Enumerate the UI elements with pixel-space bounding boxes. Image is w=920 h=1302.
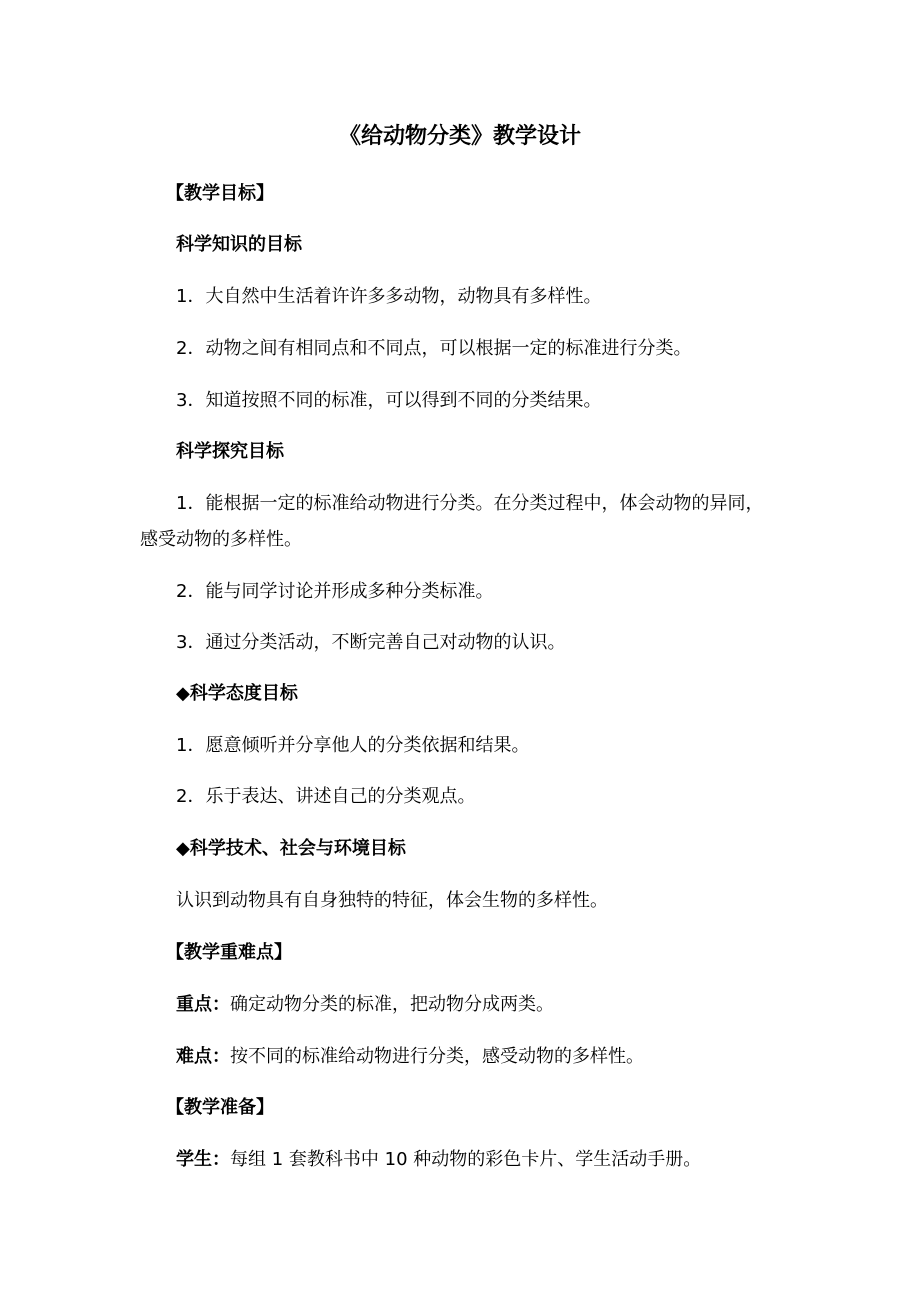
key-label: 重点： bbox=[176, 994, 230, 1015]
document-title: 《给动物分类》教学设计 bbox=[338, 124, 581, 149]
key-heading: 【教学重难点】 bbox=[166, 942, 292, 963]
student-text: 每组 1 套教科书中 10 种动物的彩色卡片、学生活动手册。 bbox=[230, 1149, 702, 1170]
key-point bbox=[140, 987, 780, 1023]
difficult-text: 按不同的标准给动物进行分类，感受动物的多样性。 bbox=[230, 1046, 644, 1067]
list-item: 3．通过分类活动，不断完善自己对动物的认识。 bbox=[176, 632, 566, 653]
list-item: 2．乐于表达、讲述自己的分类观点。 bbox=[176, 786, 476, 807]
stse-heading: ◆科学技术、社会与环境目标 bbox=[176, 838, 406, 859]
student-label: 学生： bbox=[176, 1149, 230, 1170]
list-item: 1．大自然中生活着许许多多动物，动物具有多样性。 bbox=[176, 286, 602, 307]
list-item: 2．能与同学讨论并形成多种分类标准。 bbox=[176, 581, 494, 602]
list-item: 3．知道按照不同的标准，可以得到不同的分类结果。 bbox=[176, 390, 602, 411]
difficult-label: 难点： bbox=[176, 1046, 230, 1067]
stse-text: 认识到动物具有自身独特的特征，体会生物的多样性。 bbox=[176, 890, 608, 911]
key-text: 确定动物分类的标准，把动物分成两类。 bbox=[230, 994, 554, 1015]
list-item: 1．能根据一定的标准给动物进行分类。在分类过程中，体会动物的异同，感受动物的多样性。 bbox=[140, 493, 764, 550]
prep-heading: 【教学准备】 bbox=[166, 1097, 274, 1118]
student-prep bbox=[140, 1142, 780, 1178]
list-item: 1．愿意倾听并分享他人的分类依据和结果。 bbox=[176, 735, 530, 756]
knowledge-heading: 科学知识的目标 bbox=[176, 234, 302, 255]
inquiry-heading: 科学探究目标 bbox=[176, 441, 284, 462]
list-item: 2．动物之间有相同点和不同点，可以根据一定的标准进行分类。 bbox=[176, 338, 692, 359]
goals-heading: 【教学目标】 bbox=[166, 183, 274, 204]
attitude-heading: ◆科学态度目标 bbox=[176, 683, 298, 704]
difficult-point bbox=[140, 1039, 780, 1075]
